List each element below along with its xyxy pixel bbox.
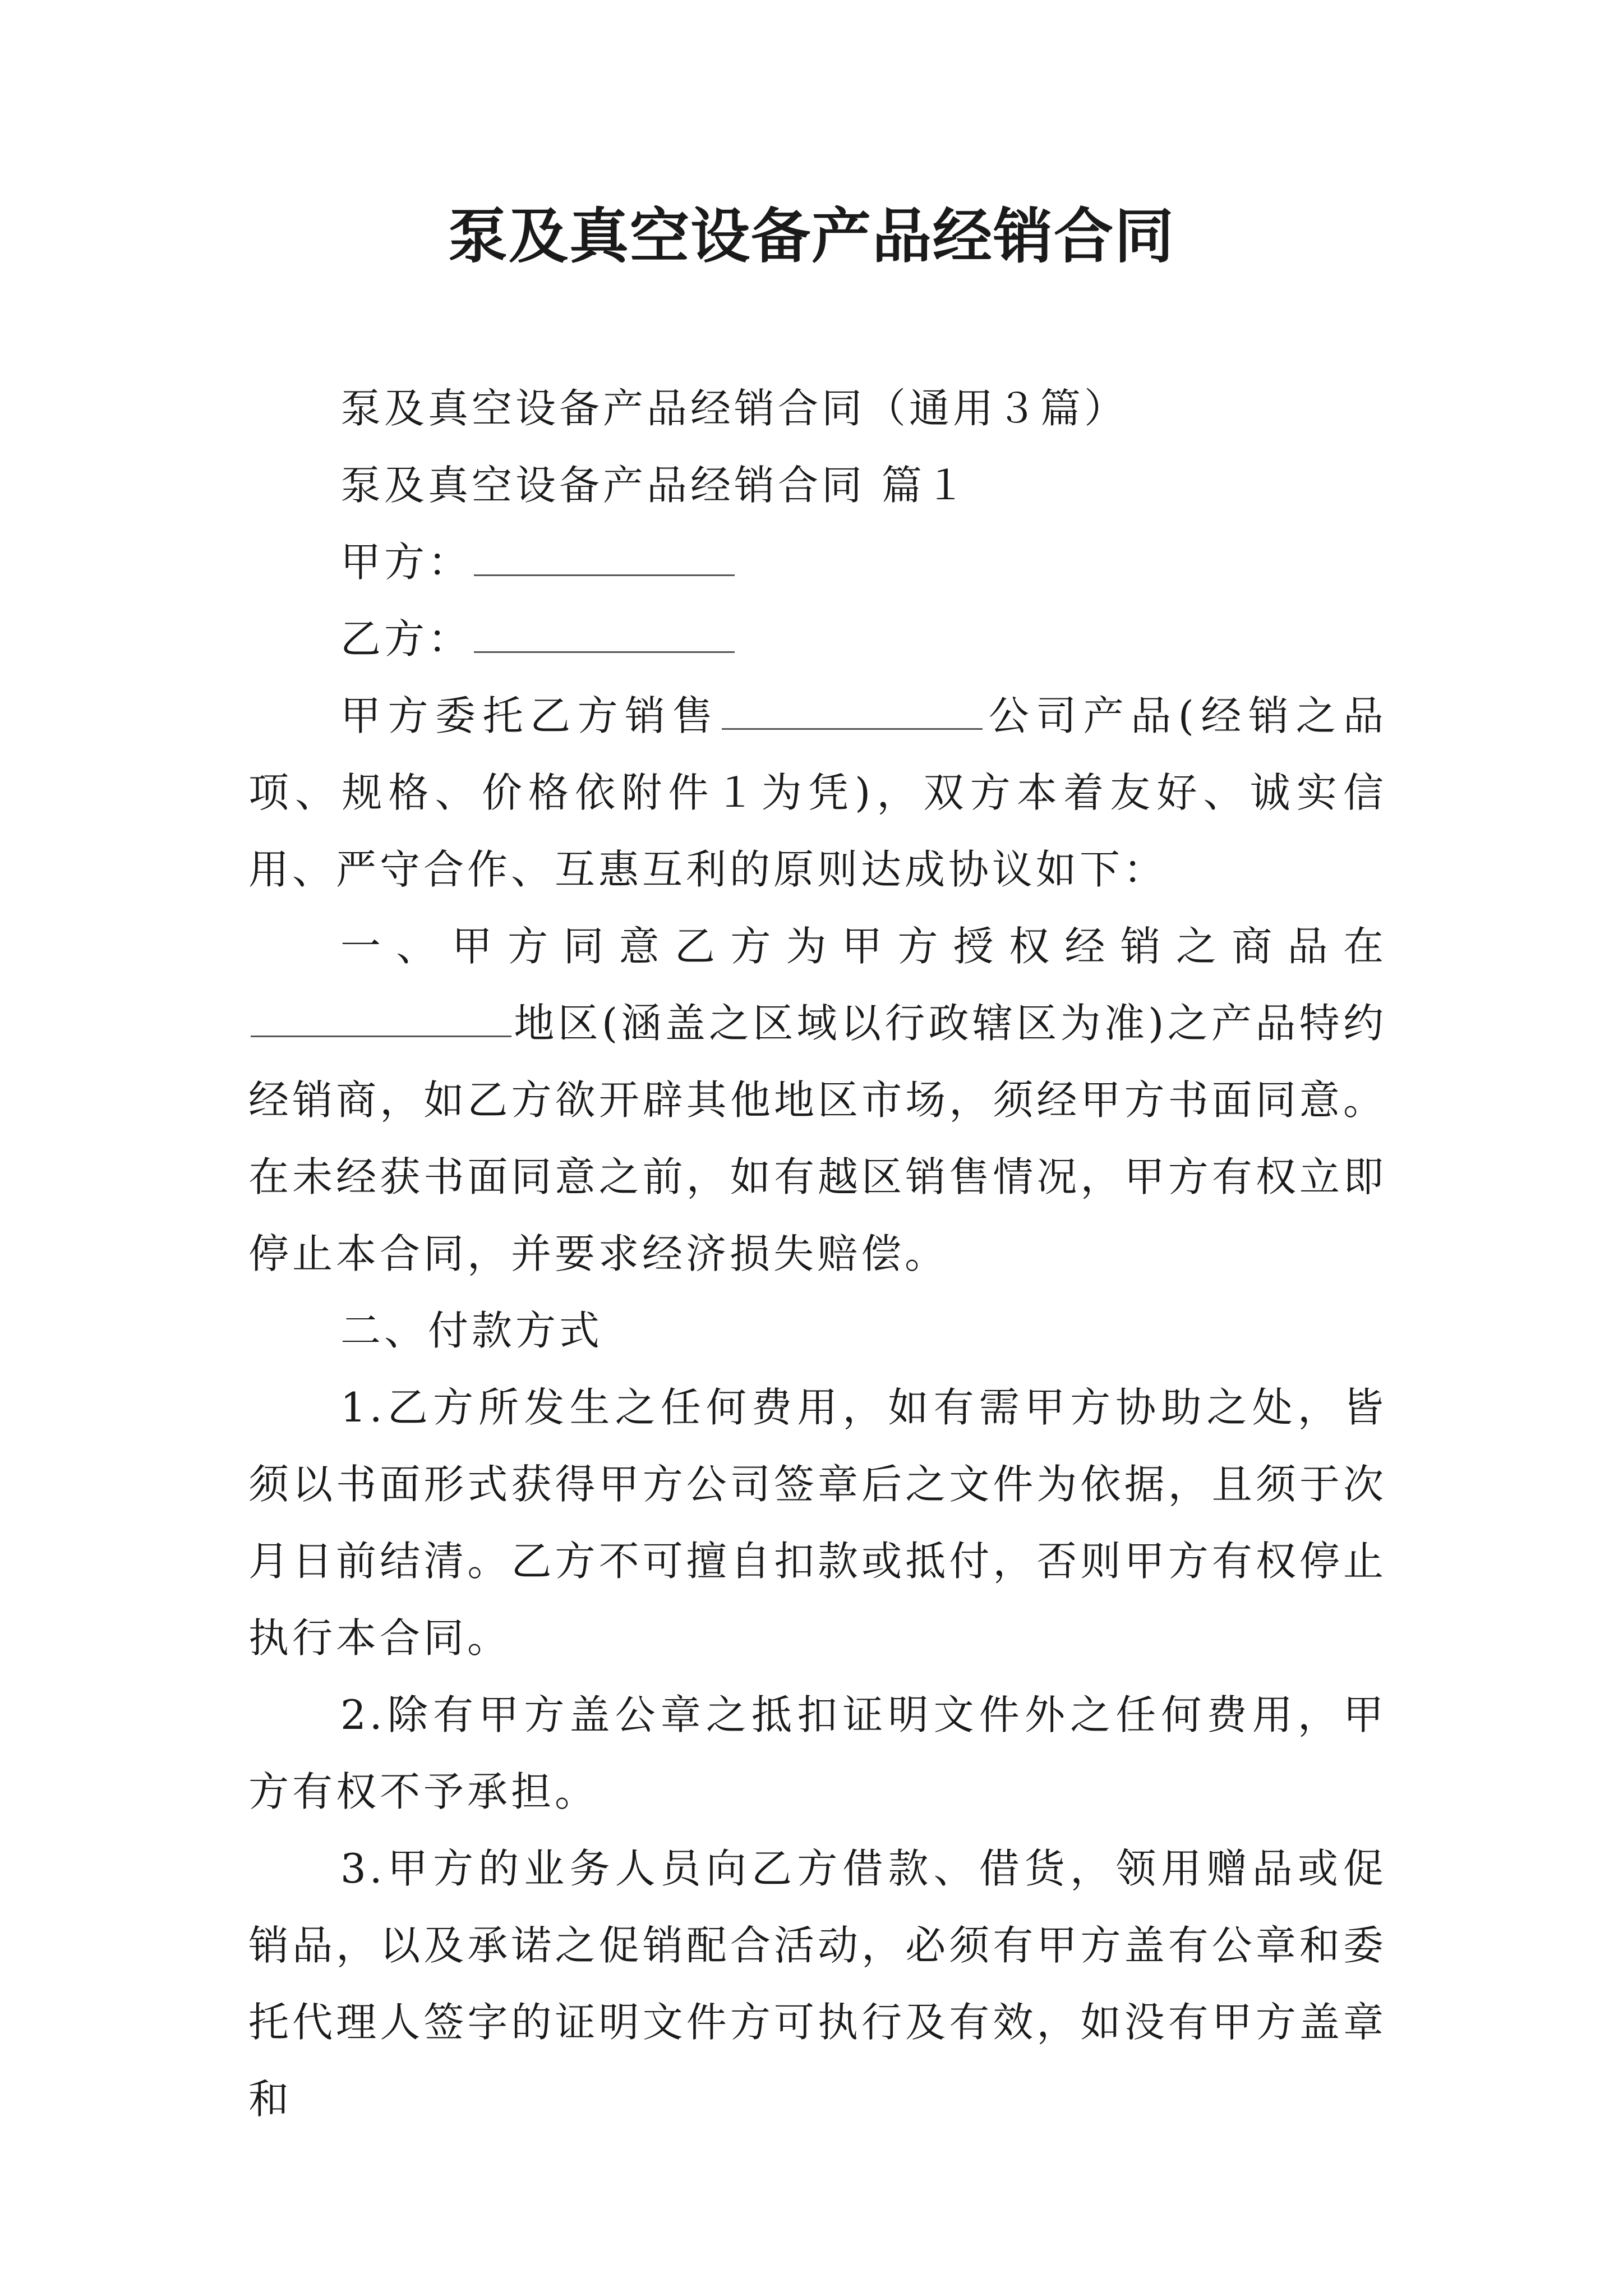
- clause-1-paragraph: [248, 908, 1387, 1292]
- party-b-label: 乙方：: [340, 615, 472, 662]
- region-blank: [251, 1013, 511, 1037]
- document-title: 泵及真空设备产品经销合同: [448, 202, 1175, 271]
- section-heading: 泵及真空设备产品经销合同 篇１: [340, 462, 969, 509]
- clause-1-text-1: 一、甲方同意乙方为甲方授权经销之商品在: [340, 923, 1387, 970]
- intro-text-1: 甲方委托乙方销售: [340, 692, 720, 739]
- intro-text-2: 公司产品(经销之品项、规格、价格依附件１为凭)，双方本着友好、诚实信用、严守合作、互惠互利的原则达成协议如下：: [248, 692, 1387, 893]
- payment-item-2: 2.除有甲方盖公章之抵扣证明文件外之任何费用，甲方有权不予承担。: [248, 1691, 1387, 1815]
- intro-paragraph: [248, 678, 1387, 908]
- party-a-line: [248, 524, 1387, 601]
- clause-2-heading: 二、付款方式: [340, 1307, 603, 1354]
- party-a-label: 甲方：: [340, 539, 472, 586]
- party-b-blank: [474, 629, 735, 653]
- clause-1-text-2: 地区(涵盖之区域以行政辖区为准)之产品特约经销商，如乙方欲开辟其他地区市场，须经甲方书面同意。在未经获书面同意之前，如有越区销售情况，甲方有权立即停止本合同，并要求经济损失赔偿。: [248, 1000, 1387, 1277]
- company-blank: [722, 706, 983, 730]
- payment-item-3: 3.甲方的业务人员向乙方借款、借货，领用赠品或促销品，以及承诺之促销配合活动，必须有甲方盖有公章和委托代理人签字的证明文件方可执行及有效，如没有甲方盖章和: [248, 1845, 1387, 2123]
- party-a-blank: [474, 552, 735, 576]
- party-b-line: [248, 601, 1387, 678]
- document-subtitle: 泵及真空设备产品经销合同（通用３篇）: [340, 385, 1128, 432]
- document-body: [248, 370, 1387, 2138]
- payment-item-1: 1.乙方所发生之任何费用，如有需甲方协助之处，皆须以书面形式获得甲方公司签章后之文件为依据，且须于次月日前结清。乙方不可擅自扣款或抵付，否则甲方有权停止执行本合同。: [248, 1384, 1387, 1662]
